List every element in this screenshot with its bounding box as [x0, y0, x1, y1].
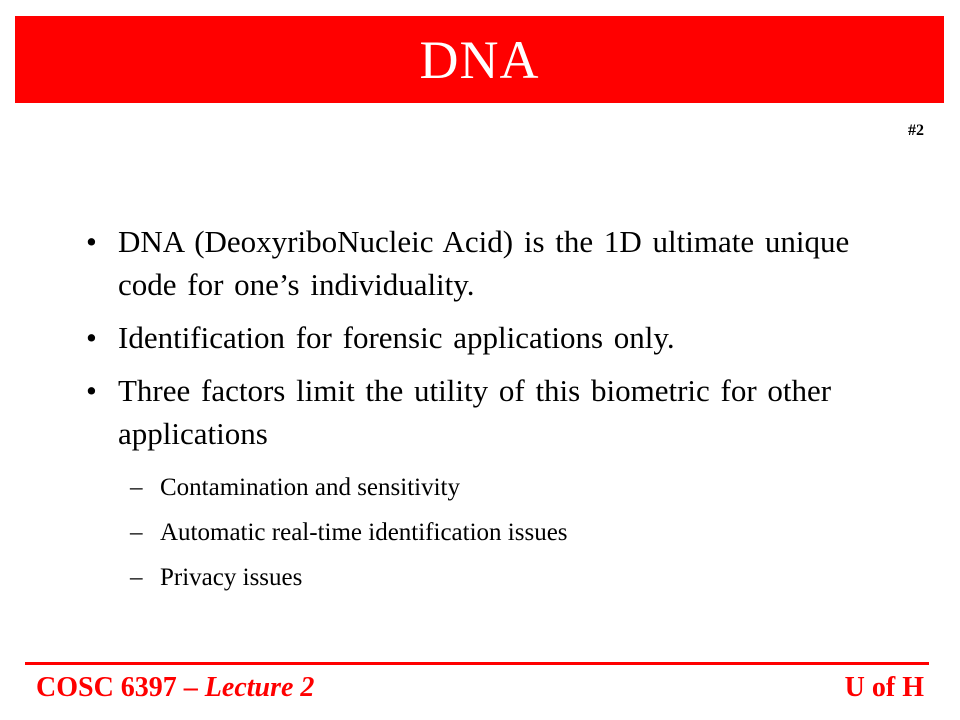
- bullet-icon: •: [86, 373, 97, 408]
- bullet-text: Identification for forensic applications only.: [118, 320, 675, 355]
- footer-divider: [25, 662, 929, 665]
- sub-bullet-text: Privacy issues: [160, 564, 303, 591]
- bullet-item: [86, 316, 876, 359]
- footer-course-code: COSC 6397 –: [36, 672, 205, 703]
- slide-number: #2: [908, 122, 924, 139]
- sub-bullet-item: [86, 555, 876, 600]
- slide-content: [86, 220, 876, 600]
- sub-bullet-text: Contamination and sensitivity: [160, 474, 460, 501]
- sub-bullet-item: [86, 465, 876, 510]
- bullet-text: Three factors limit the utility of this biometric for other applications: [118, 373, 832, 451]
- dash-icon: –: [130, 564, 143, 591]
- footer-institution: U of H: [844, 672, 924, 703]
- bullet-item: [86, 220, 876, 306]
- title-bar: [15, 16, 944, 103]
- dash-icon: –: [130, 519, 143, 546]
- bullet-icon: •: [86, 224, 97, 259]
- sub-bullet-item: [86, 510, 876, 555]
- bullet-item: [86, 369, 876, 455]
- dash-icon: –: [130, 474, 143, 501]
- sub-bullet-text: Automatic real-time identification issues: [160, 519, 568, 546]
- footer-course: [36, 672, 314, 704]
- bullet-text: DNA (DeoxyriboNucleic Acid) is the 1D ultimate unique code for one’s individuality.: [118, 224, 850, 302]
- footer-lecture: Lecture 2: [204, 672, 315, 703]
- slide-title: DNA: [419, 29, 540, 90]
- sub-bullet-list: [86, 465, 876, 600]
- bullet-icon: •: [86, 320, 97, 355]
